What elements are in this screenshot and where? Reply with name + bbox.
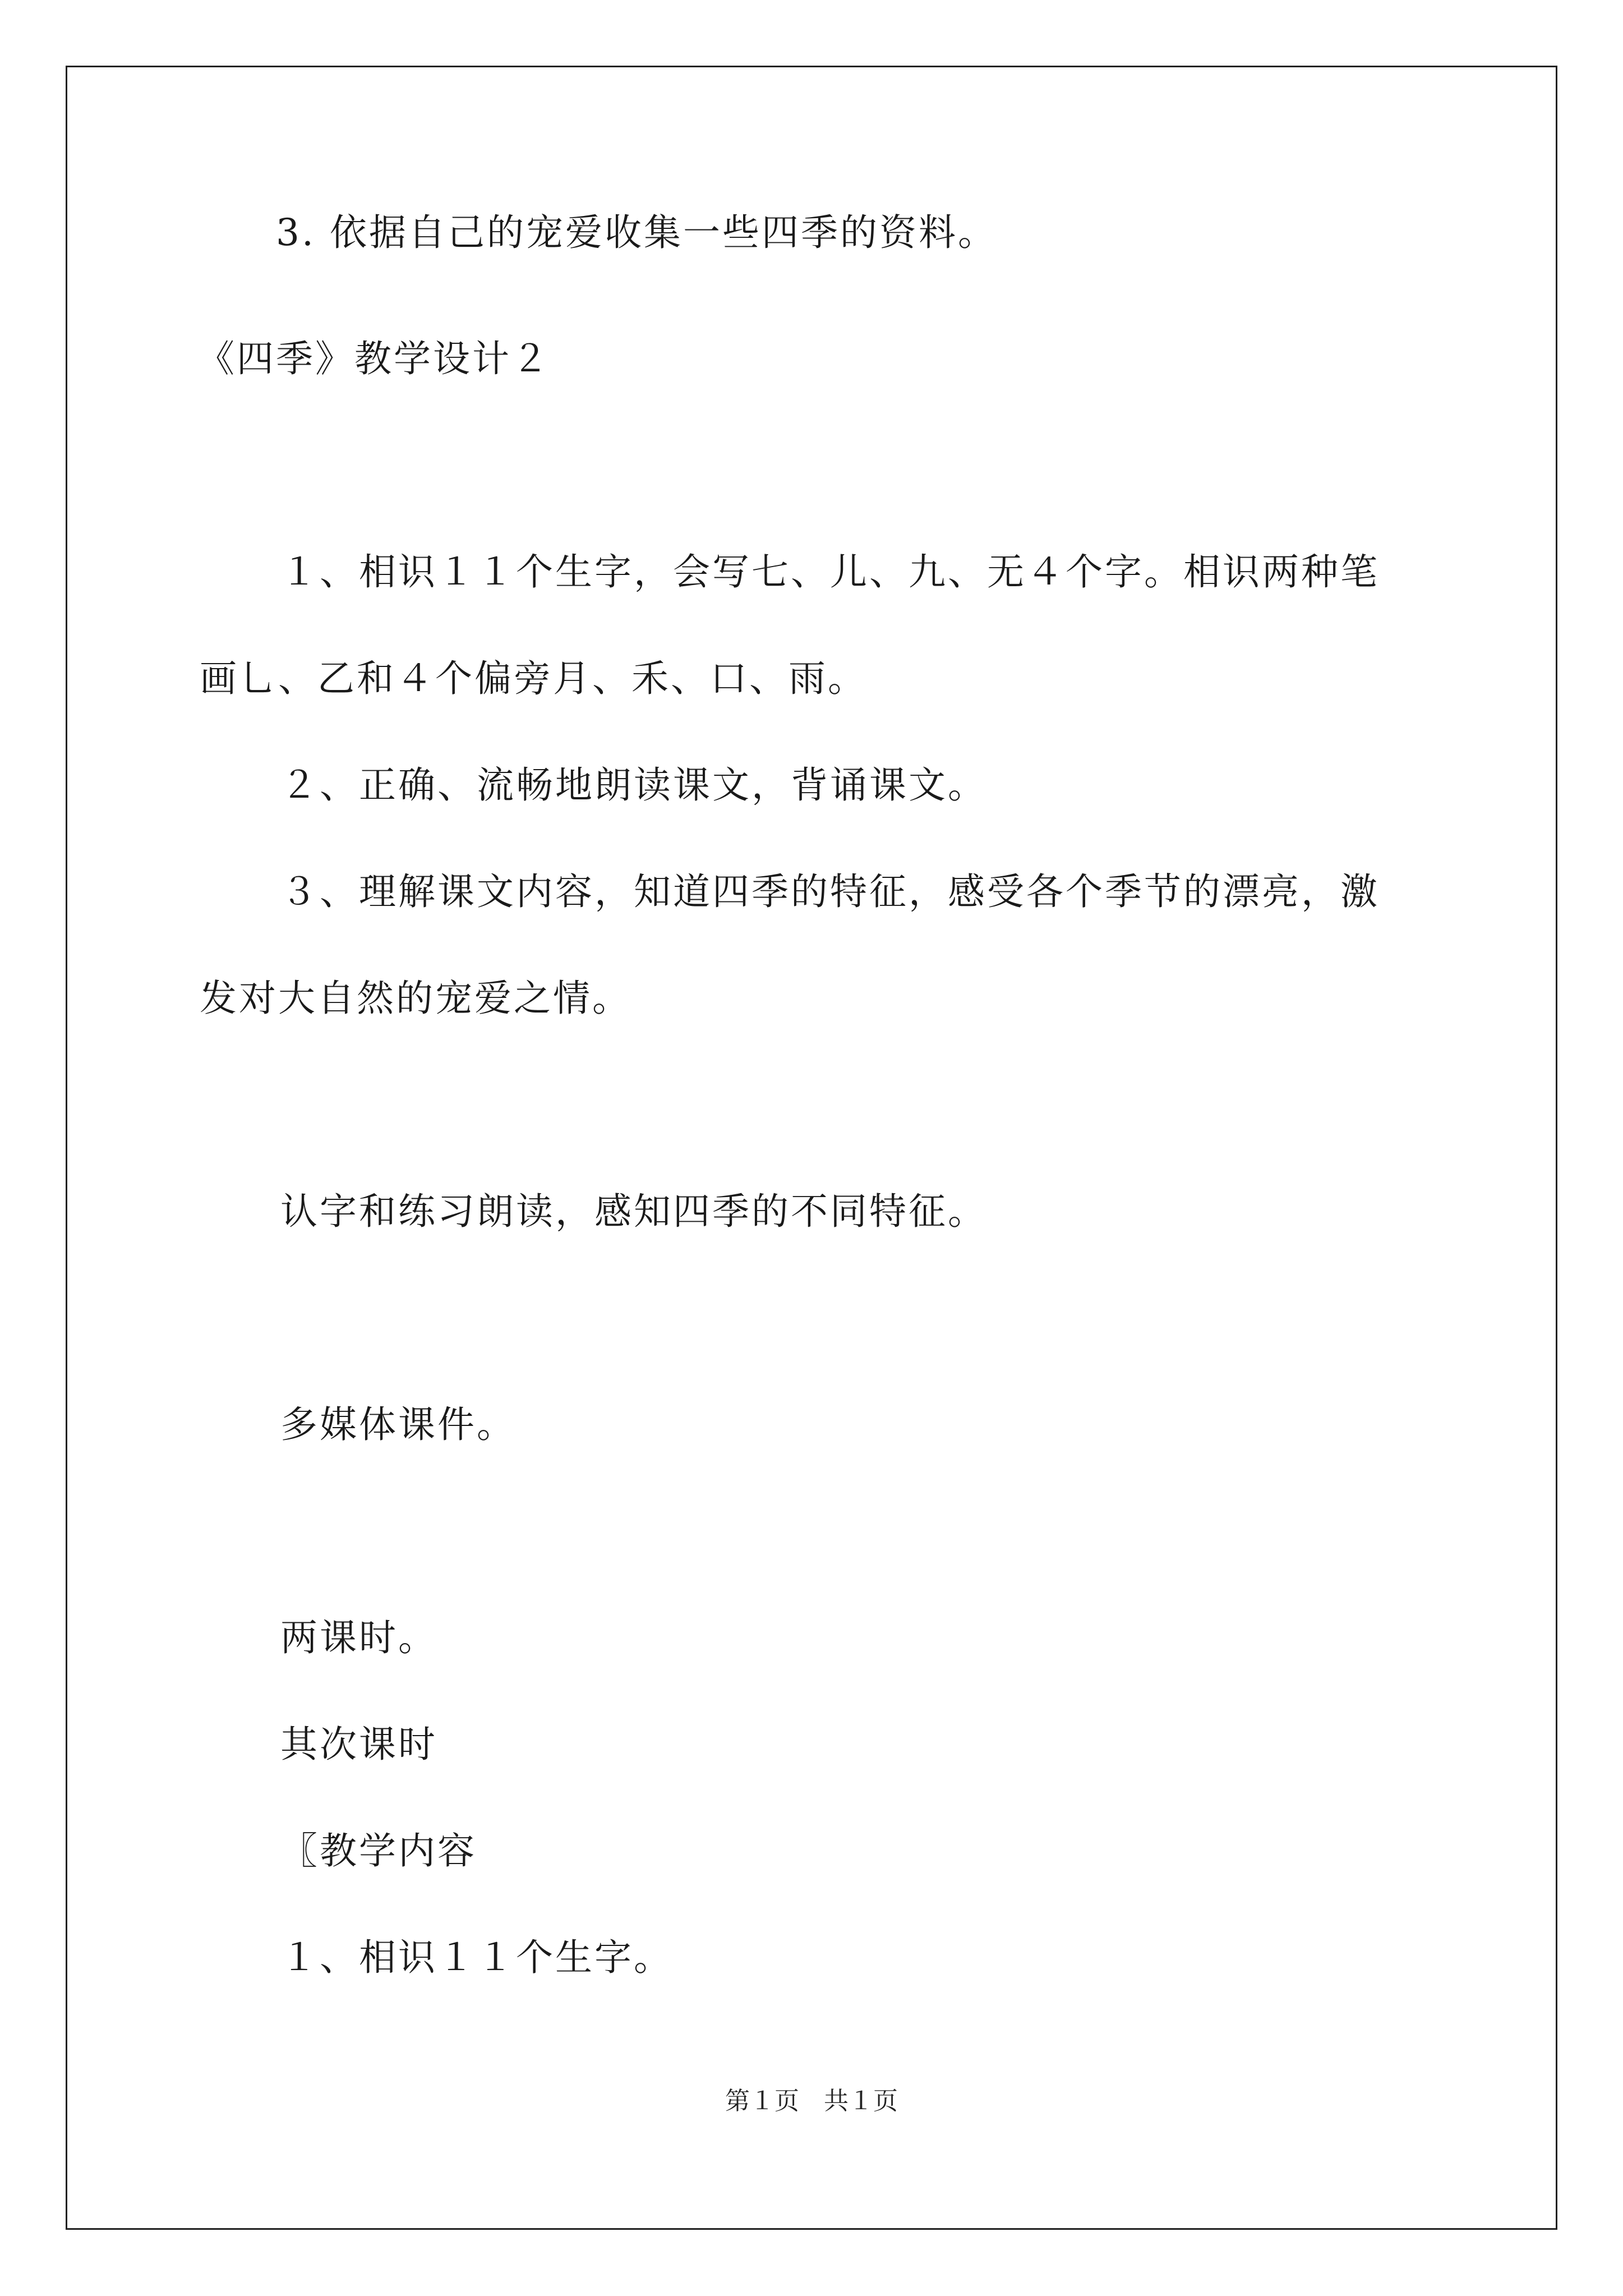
text-line-2: １、相识１１个生字，会写七、儿、九、无４个字。相识两种笔 — [280, 550, 1380, 593]
page-border — [66, 66, 1557, 2230]
page-footer: 第１页 共１页 — [725, 2087, 898, 2115]
section-title: 《四季》教学设计２ — [197, 337, 551, 380]
text-line-9: 两课时。 — [280, 1616, 437, 1659]
text-line-8: 多媒体课件。 — [280, 1403, 516, 1446]
text-line-7: 认字和练习朗读，感知四季的不同特征。 — [280, 1190, 987, 1233]
text-line-12: １、相识１１个生字。 — [280, 1936, 673, 1979]
text-line-5: ３、理解课文内容，知道四季的特征，感受各个季节的漂亮，激 — [280, 870, 1380, 913]
text-line-4: ２、正确、流畅地朗读课文，背诵课文。 — [280, 763, 987, 807]
text-line-11: 〖教学内容 — [280, 1829, 477, 1872]
text-line-6: 发对大自然的宠爱之情。 — [200, 977, 631, 1020]
text-line-10: 其次课时 — [280, 1723, 437, 1766]
text-line-1: 3. 依据自己的宠爱收集一些四季的资料。 — [276, 211, 997, 254]
text-line-3: 画乚、乙和４个偏旁月、禾、口、雨。 — [200, 657, 867, 700]
